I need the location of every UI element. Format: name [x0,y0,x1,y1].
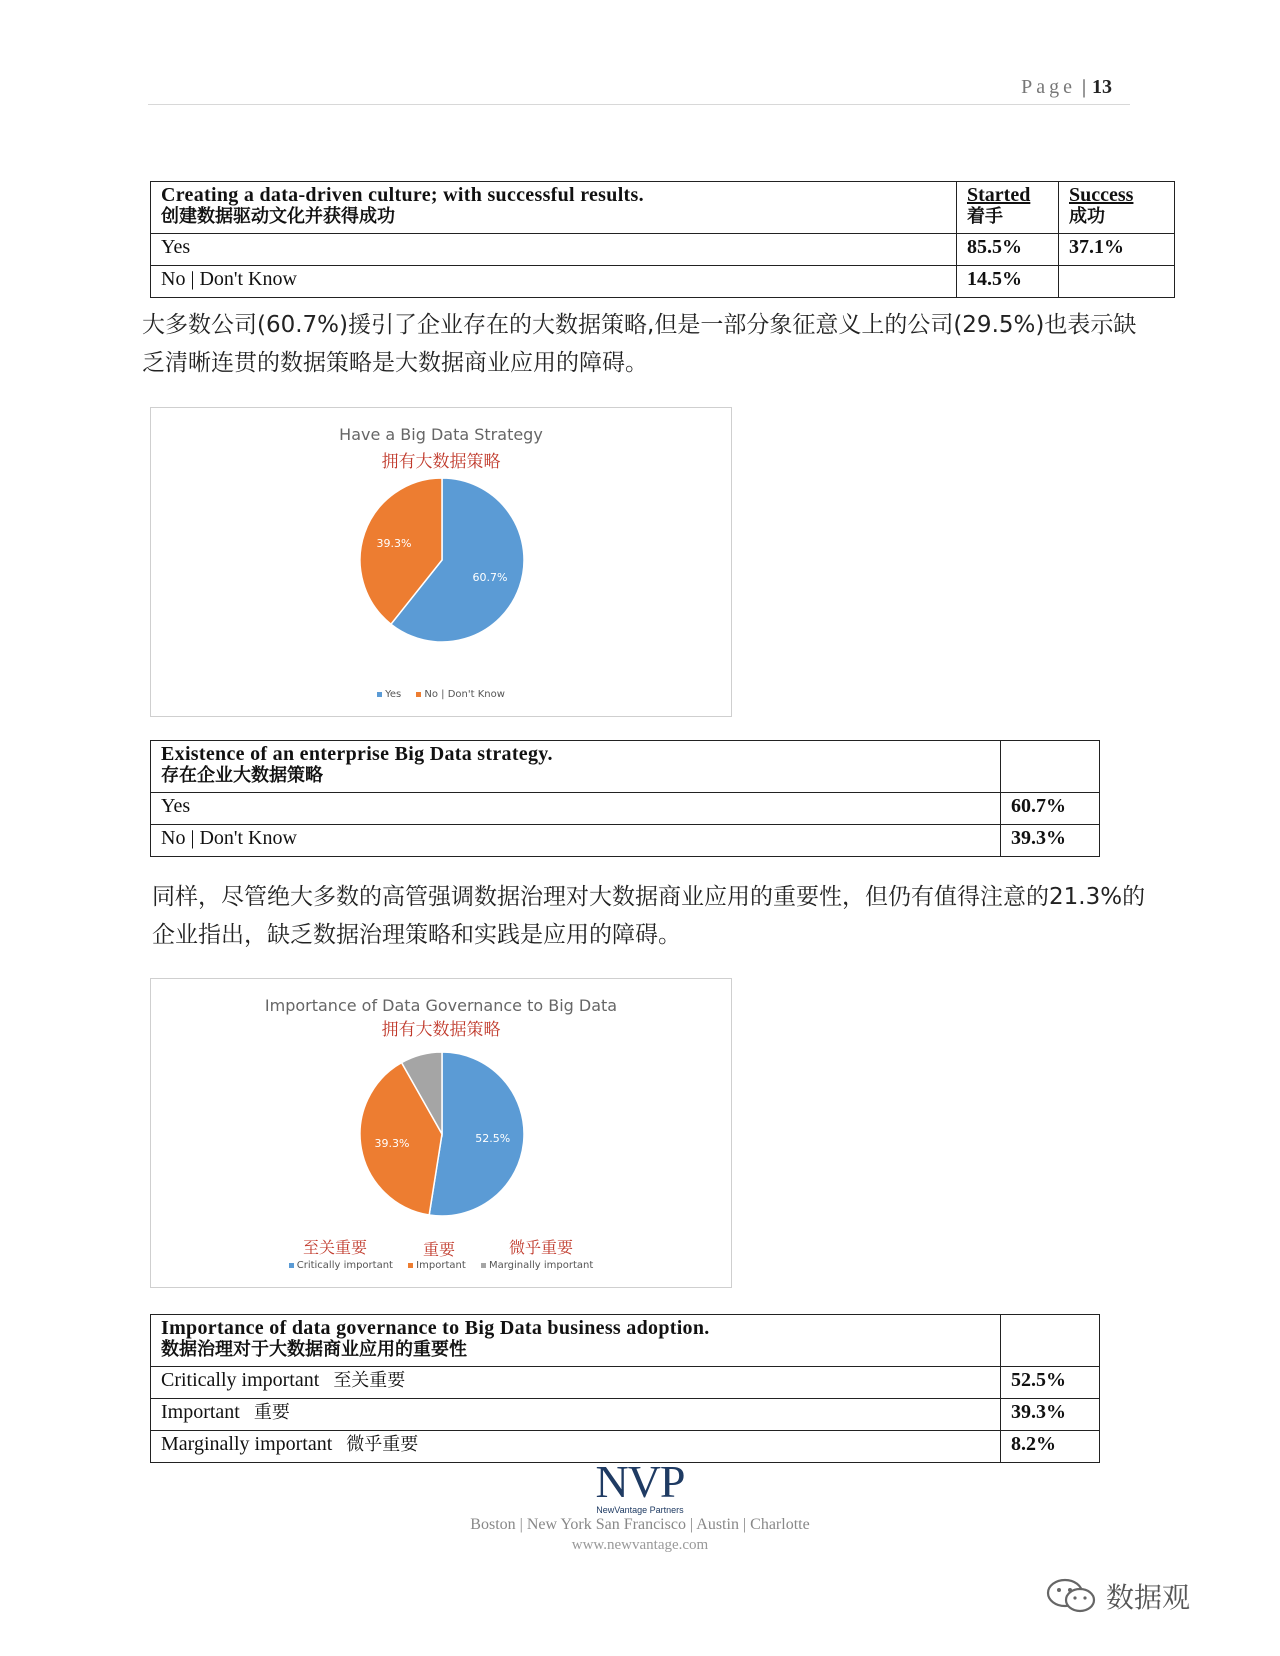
row-label-cell [151,1367,1001,1399]
culture-question-en: Creating a data-driven culture; with successful results. [161,184,644,206]
row-label: Important [161,1401,240,1423]
chart-title: Importance of Data Governance to Big Data [264,996,618,1015]
legend-zh-critical: 至关重要 [303,1238,368,1257]
row-value: 39.3% [1001,825,1100,857]
governance-question-zh: 数据治理对于大数据商业应用的重要性 [161,1339,467,1360]
legend-label: No | Don't Know [424,689,505,700]
success-header: Success [1069,184,1134,206]
row-label: Yes [151,234,957,266]
row-success: 37.1% [1059,234,1175,266]
table-row [151,1399,1100,1431]
table-row [151,793,1100,825]
pie-plot [151,408,733,718]
pie-data-label: 39.3% [374,1137,410,1151]
chart-legend [151,689,731,700]
legend-zh-important: 重要 [423,1240,456,1259]
legend-swatch [377,692,382,697]
legend-label: Yes [385,689,402,700]
legend-label: Marginally important [488,1260,594,1271]
company-url: www.newvantage.com [571,1537,709,1553]
paragraph-strategy: 大多数公司(60.7%)援引了企业存在的大数据策略,但是一部分象征意义上的公司(29.5%)也表示缺乏清晰连贯的数据策略是大数据商业应用的障碍。 [142,312,1137,376]
started-header-cell [957,182,1059,234]
row-started: 85.5% [957,234,1059,266]
watermark [1044,1576,1190,1616]
row-success [1059,266,1175,298]
office-cities: Boston | New York San Francisco | Austin | Charlotte [470,1516,810,1533]
legend-item-yes [377,689,401,700]
row-label-zh: 重要 [253,1402,290,1423]
header-rule [148,104,1130,105]
empty-header-cell [1001,741,1100,793]
page-separator: | [1081,76,1086,98]
row-value: 52.5% [1001,1367,1100,1399]
page-number: 13 [1092,76,1112,98]
row-value: 60.7% [1001,793,1100,825]
table-row [151,266,1175,298]
success-header-zh: 成功 [1069,206,1105,227]
empty-header-cell [1001,1315,1100,1367]
row-label-zh: 至关重要 [333,1370,406,1391]
started-header: Started [967,184,1031,206]
paragraph-governance: 同样，尽管绝大多数的高管强调数据治理对大数据商业应用的重要性，但仍有值得注意的21.3%的企业指出，缺乏数据治理策略和实践是应用的障碍。 [152,884,1146,948]
page-header [1021,76,1112,99]
watermark-text: 数据观 [1105,1581,1190,1614]
row-value: 39.3% [1001,1399,1100,1431]
legend-zh-marginal: 微乎重要 [509,1238,574,1257]
company-name: NewVantage Partners [596,1505,684,1515]
success-header-cell [1059,182,1175,234]
governance-pie-chart [150,978,732,1288]
pie-data-label: 39.3% [376,537,412,551]
row-label: Critically important [161,1369,320,1391]
row-started: 14.5% [957,266,1059,298]
nvp-logo: NVP [595,1456,685,1507]
legend-swatch [289,1263,294,1268]
legend-item-critical [289,1260,393,1271]
pie-data-label: 60.7% [472,570,508,584]
strategy-table [150,740,1100,857]
table-row [151,825,1100,857]
legend-swatch [481,1263,486,1268]
culture-question-cell [151,182,957,234]
governance-question-en: Importance of data governance to Big Data business adoption. [161,1317,710,1339]
strategy-pie-chart [150,407,732,717]
page-label: Page [1021,76,1076,98]
legend-item-no [416,689,505,700]
culture-table [150,181,1175,298]
chart-legend [151,1260,731,1271]
legend-item-marginal [481,1260,593,1271]
row-value: 8.2% [1001,1431,1100,1463]
chart-subtitle: 拥有大数据策略 [381,1020,501,1040]
strategy-question-en: Existence of an enterprise Big Data strategy. [161,743,553,765]
legend-item-important [408,1260,466,1271]
chart-title: Have a Big Data Strategy [339,425,543,444]
row-label: Yes [151,793,1001,825]
strategy-question-zh: 存在企业大数据策略 [161,765,323,786]
legend-label: Critically important [296,1260,393,1271]
legend-swatch [408,1263,413,1268]
started-header-zh: 着手 [967,206,1003,227]
chart-subtitle: 拥有大数据策略 [381,452,501,472]
pie-data-label: 52.5% [475,1131,511,1145]
legend-label: Important [416,1260,466,1271]
row-label-cell [151,1431,1001,1463]
row-label-zh: 微乎重要 [346,1434,419,1455]
strategy-question-cell [151,741,1001,793]
row-label: Marginally important [161,1433,333,1455]
table-row [151,1367,1100,1399]
row-label: No | Don't Know [151,825,1001,857]
row-label: No | Don't Know [151,266,957,298]
table-row [151,234,1175,266]
governance-question-cell [151,1315,1001,1367]
governance-table [150,1314,1100,1463]
row-label-cell [151,1399,1001,1431]
wechat-icon [1044,1576,1100,1616]
legend-swatch [416,692,421,697]
culture-question-zh: 创建数据驱动文化并获得成功 [161,206,395,227]
